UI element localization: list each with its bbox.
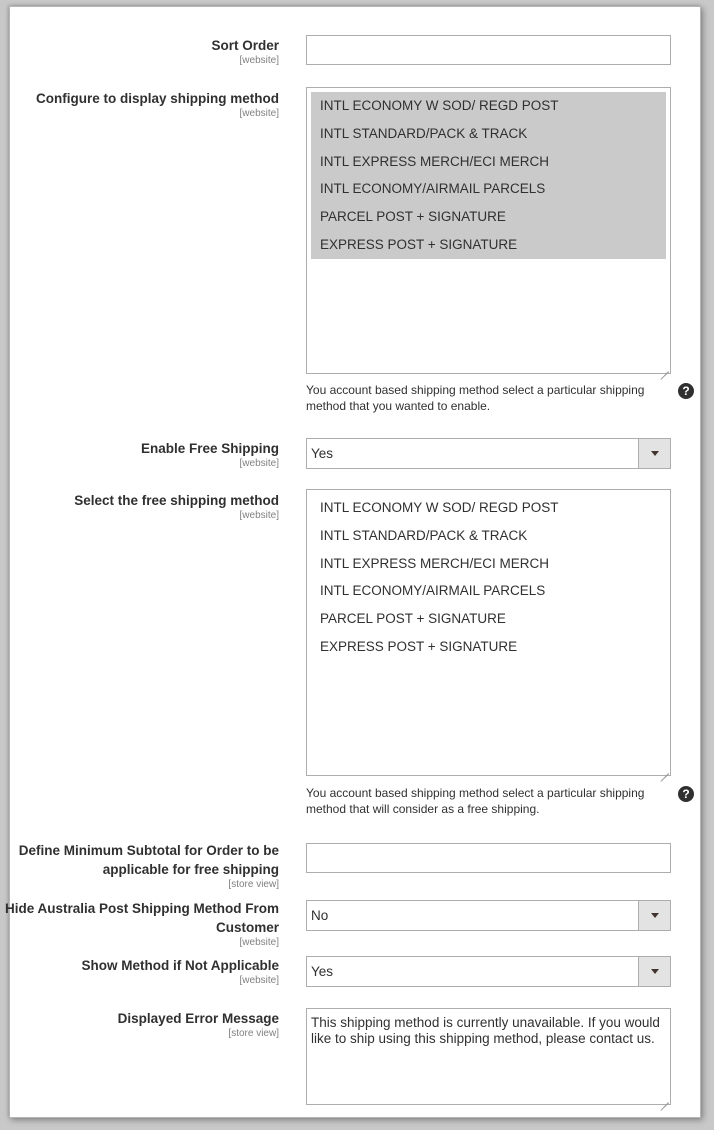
min-subtotal-label-line1: Define Minimum Subtotal for Order to be	[18, 843, 279, 858]
display-methods-multiselect[interactable]	[306, 87, 671, 374]
min-subtotal-input[interactable]	[306, 843, 671, 873]
display-method-option[interactable]: INTL STANDARD/PACK & TRACK	[320, 125, 528, 141]
error-message-scope: [store view]	[228, 1028, 279, 1039]
chevron-down-icon	[651, 913, 659, 918]
error-message-textarea[interactable]	[306, 1008, 671, 1105]
min-subtotal-label	[0, 841, 279, 891]
sort-order-label	[0, 36, 279, 67]
free-methods-scope: [website]	[239, 510, 279, 521]
free-methods-label	[0, 491, 279, 522]
free-method-option[interactable]: EXPRESS POST + SIGNATURE	[320, 638, 518, 654]
sort-order-input[interactable]	[306, 35, 671, 65]
hide-method-scope: [website]	[239, 937, 279, 948]
display-method-option[interactable]: INTL EXPRESS MERCH/ECI MERCH	[320, 153, 550, 169]
hide-method-select[interactable]	[306, 900, 671, 931]
show-method-label-text: Show Method if Not Applicable	[81, 958, 279, 973]
question-mark-icon[interactable]: ?	[678, 383, 694, 399]
free-methods-options	[311, 494, 666, 661]
dropdown-toggle[interactable]	[638, 901, 670, 930]
error-message-label	[0, 1009, 279, 1040]
enable-free-shipping-label-text: Enable Free Shipping	[140, 441, 279, 456]
resize-handle-icon[interactable]	[660, 765, 669, 774]
free-method-option[interactable]: INTL ECONOMY/AIRMAIL PARCELS	[320, 583, 546, 599]
show-method-label	[0, 956, 279, 987]
enable-free-shipping-select[interactable]	[306, 438, 671, 469]
display-method-option[interactable]: EXPRESS POST + SIGNATURE	[320, 236, 518, 252]
free-method-option[interactable]: INTL ECONOMY W SOD/ REGD POST	[320, 500, 559, 515]
display-method-option[interactable]: INTL ECONOMY/AIRMAIL PARCELS	[320, 181, 546, 197]
hide-method-label-line2: Customer	[215, 920, 279, 935]
display-methods-label	[0, 89, 279, 120]
show-method-scope: [website]	[239, 975, 279, 986]
hide-method-value: No	[311, 908, 329, 923]
enable-free-shipping-value: Yes	[311, 446, 334, 461]
display-methods-note: You account based shipping method select a particular shipping method that you wanted to enable.	[306, 383, 645, 413]
error-message-label-text: Displayed Error Message	[117, 1011, 279, 1026]
config-panel	[4, 6, 701, 1118]
question-mark-icon[interactable]: ?	[678, 786, 694, 802]
chevron-down-icon	[651, 451, 659, 456]
resize-handle-icon[interactable]	[660, 363, 669, 372]
display-methods-label-text: Configure to display shipping method	[36, 91, 279, 106]
free-methods-label-text: Select the free shipping method	[74, 493, 279, 508]
sort-order-scope: [website]	[239, 55, 279, 66]
free-method-option[interactable]: PARCEL POST + SIGNATURE	[320, 611, 506, 627]
free-methods-note: You account based shipping method select a particular shipping method that will consider as a free shipping.	[306, 786, 645, 816]
hide-method-label	[0, 899, 279, 949]
free-methods-multiselect[interactable]	[306, 489, 671, 776]
min-subtotal-scope: [store view]	[228, 879, 279, 890]
dropdown-toggle[interactable]	[638, 957, 670, 986]
sort-order-label-text: Sort Order	[211, 38, 279, 53]
error-message-value: This shipping method is currently unavailable. If you would like to ship using this shipping method, please contact us.	[311, 1015, 660, 1046]
show-method-value: Yes	[311, 964, 334, 979]
dropdown-toggle[interactable]	[638, 439, 670, 468]
resize-handle-icon[interactable]	[660, 1094, 669, 1103]
free-method-option[interactable]: INTL EXPRESS MERCH/ECI MERCH	[320, 555, 550, 571]
free-method-option[interactable]: INTL STANDARD/PACK & TRACK	[320, 527, 528, 543]
display-methods-scope: [website]	[239, 108, 279, 119]
chevron-down-icon	[651, 969, 659, 974]
display-methods-options	[311, 92, 666, 259]
min-subtotal-label-line2: applicable for free shipping	[102, 862, 279, 877]
show-method-select[interactable]	[306, 956, 671, 987]
display-method-option[interactable]: PARCEL POST + SIGNATURE	[320, 209, 506, 225]
enable-free-shipping-label	[0, 439, 279, 470]
hide-method-label-line1: Hide Australia Post Shipping Method From	[4, 901, 279, 916]
enable-free-shipping-scope: [website]	[239, 458, 279, 469]
display-method-option[interactable]: INTL ECONOMY W SOD/ REGD POST	[320, 98, 559, 113]
